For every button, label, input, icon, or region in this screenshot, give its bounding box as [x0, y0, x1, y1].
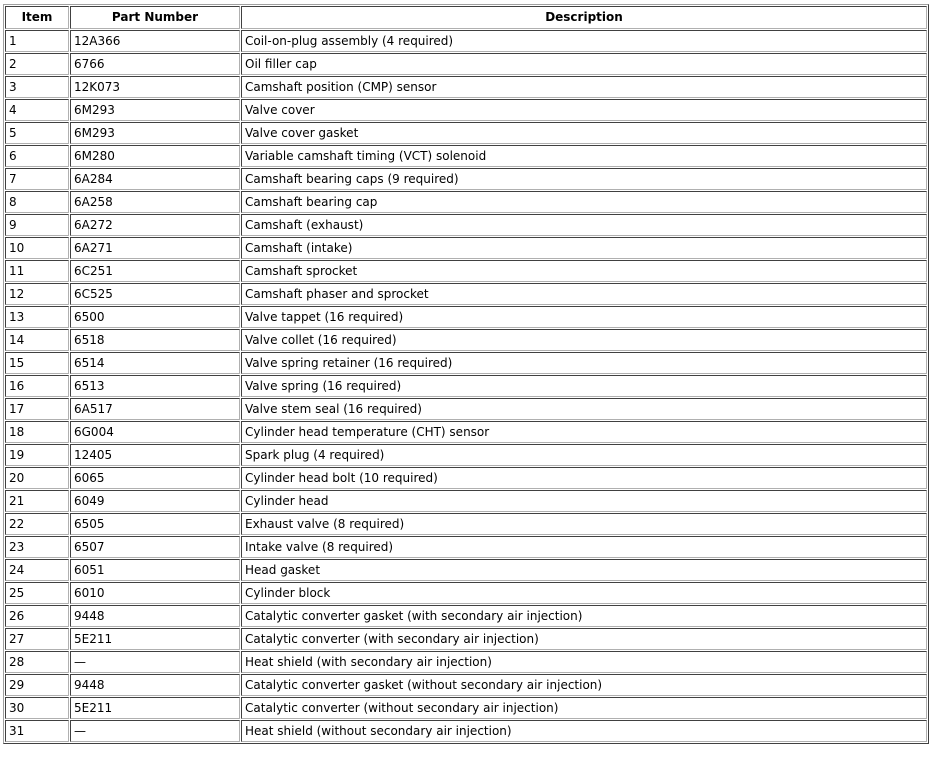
item-cell: 19 — [5, 444, 69, 466]
table-row — [5, 283, 927, 305]
table-row — [5, 467, 927, 489]
table-row — [5, 720, 927, 742]
description-cell: Catalytic converter (without secondary air injection) — [241, 697, 927, 719]
description-cell: Spark plug (4 required) — [241, 444, 927, 466]
item-cell: 10 — [5, 237, 69, 259]
part-number-cell: 6A258 — [70, 191, 240, 213]
item-cell: 18 — [5, 421, 69, 443]
description-cell: Cylinder head — [241, 490, 927, 512]
table-row — [5, 145, 927, 167]
part-number-cell: 6051 — [70, 559, 240, 581]
description-cell: Intake valve (8 required) — [241, 536, 927, 558]
description-cell: Camshaft bearing cap — [241, 191, 927, 213]
part-number-cell: 6500 — [70, 306, 240, 328]
header-item: Item — [5, 6, 69, 29]
part-number-cell: 6M280 — [70, 145, 240, 167]
item-cell: 31 — [5, 720, 69, 742]
description-cell: Valve stem seal (16 required) — [241, 398, 927, 420]
description-cell: Valve collet (16 required) — [241, 329, 927, 351]
description-cell: Heat shield (with secondary air injection) — [241, 651, 927, 673]
item-cell: 14 — [5, 329, 69, 351]
table-row — [5, 375, 927, 397]
part-number-cell: 5E211 — [70, 697, 240, 719]
description-cell: Exhaust valve (8 required) — [241, 513, 927, 535]
description-cell: Cylinder head bolt (10 required) — [241, 467, 927, 489]
table-row — [5, 674, 927, 696]
part-number-cell: 6A284 — [70, 168, 240, 190]
table-row — [5, 352, 927, 374]
part-number-cell: 12A366 — [70, 30, 240, 52]
description-cell: Valve cover — [241, 99, 927, 121]
description-cell: Camshaft sprocket — [241, 260, 927, 282]
item-cell: 22 — [5, 513, 69, 535]
part-number-cell: 6518 — [70, 329, 240, 351]
description-cell: Cylinder head temperature (CHT) sensor — [241, 421, 927, 443]
item-cell: 4 — [5, 99, 69, 121]
part-number-cell: 6G004 — [70, 421, 240, 443]
description-cell: Oil filler cap — [241, 53, 927, 75]
description-cell: Catalytic converter (with secondary air injection) — [241, 628, 927, 650]
item-cell: 30 — [5, 697, 69, 719]
table-row — [5, 306, 927, 328]
part-number-cell: — — [70, 651, 240, 673]
part-number-cell: 6A272 — [70, 214, 240, 236]
description-cell: Camshaft (intake) — [241, 237, 927, 259]
item-cell: 16 — [5, 375, 69, 397]
description-cell: Valve cover gasket — [241, 122, 927, 144]
description-cell: Catalytic converter gasket (with secondary air injection) — [241, 605, 927, 627]
part-number-cell: 6505 — [70, 513, 240, 535]
item-cell: 5 — [5, 122, 69, 144]
item-cell: 15 — [5, 352, 69, 374]
description-cell: Head gasket — [241, 559, 927, 581]
table-row — [5, 628, 927, 650]
item-cell: 29 — [5, 674, 69, 696]
part-number-cell: 6514 — [70, 352, 240, 374]
part-number-cell: 6513 — [70, 375, 240, 397]
table-row — [5, 490, 927, 512]
item-cell: 2 — [5, 53, 69, 75]
table-row — [5, 237, 927, 259]
item-cell: 17 — [5, 398, 69, 420]
table-row — [5, 444, 927, 466]
part-number-cell: — — [70, 720, 240, 742]
item-cell: 11 — [5, 260, 69, 282]
description-cell: Camshaft position (CMP) sensor — [241, 76, 927, 98]
header-row — [5, 6, 927, 29]
item-cell: 9 — [5, 214, 69, 236]
table-row — [5, 168, 927, 190]
part-number-cell: 12K073 — [70, 76, 240, 98]
table-row — [5, 536, 927, 558]
item-cell: 28 — [5, 651, 69, 673]
description-cell: Catalytic converter gasket (without secondary air injection) — [241, 674, 927, 696]
description-cell: Heat shield (without secondary air injection) — [241, 720, 927, 742]
part-number-cell: 6766 — [70, 53, 240, 75]
header-part-number: Part Number — [70, 6, 240, 29]
table-row — [5, 605, 927, 627]
item-cell: 3 — [5, 76, 69, 98]
part-number-cell: 6049 — [70, 490, 240, 512]
item-cell: 21 — [5, 490, 69, 512]
description-cell: Variable camshaft timing (VCT) solenoid — [241, 145, 927, 167]
table-row — [5, 651, 927, 673]
table-row — [5, 398, 927, 420]
part-number-cell: 6A517 — [70, 398, 240, 420]
header-description: Description — [241, 6, 927, 29]
table-row — [5, 30, 927, 52]
part-number-cell: 6507 — [70, 536, 240, 558]
part-number-cell: 5E211 — [70, 628, 240, 650]
part-number-cell: 6M293 — [70, 122, 240, 144]
table-row — [5, 329, 927, 351]
part-number-cell: 6C251 — [70, 260, 240, 282]
part-number-cell: 9448 — [70, 674, 240, 696]
description-cell: Camshaft (exhaust) — [241, 214, 927, 236]
table-row — [5, 421, 927, 443]
item-cell: 25 — [5, 582, 69, 604]
item-cell: 27 — [5, 628, 69, 650]
table-row — [5, 582, 927, 604]
description-cell: Coil-on-plug assembly (4 required) — [241, 30, 927, 52]
description-cell: Cylinder block — [241, 582, 927, 604]
part-number-cell: 9448 — [70, 605, 240, 627]
part-number-cell: 6A271 — [70, 237, 240, 259]
item-cell: 26 — [5, 605, 69, 627]
description-cell: Valve tappet (16 required) — [241, 306, 927, 328]
description-cell: Valve spring (16 required) — [241, 375, 927, 397]
table-row — [5, 76, 927, 98]
table-row — [5, 214, 927, 236]
item-cell: 1 — [5, 30, 69, 52]
table-row — [5, 260, 927, 282]
parts-table — [3, 4, 929, 744]
item-cell: 13 — [5, 306, 69, 328]
item-cell: 12 — [5, 283, 69, 305]
table-row — [5, 559, 927, 581]
part-number-cell: 12405 — [70, 444, 240, 466]
table-row — [5, 122, 927, 144]
item-cell: 7 — [5, 168, 69, 190]
table-row — [5, 53, 927, 75]
part-number-cell: 6C525 — [70, 283, 240, 305]
item-cell: 8 — [5, 191, 69, 213]
description-cell: Camshaft phaser and sprocket — [241, 283, 927, 305]
description-cell: Camshaft bearing caps (9 required) — [241, 168, 927, 190]
table-header — [5, 6, 927, 29]
item-cell: 24 — [5, 559, 69, 581]
description-cell: Valve spring retainer (16 required) — [241, 352, 927, 374]
table-row — [5, 697, 927, 719]
item-cell: 20 — [5, 467, 69, 489]
part-number-cell: 6M293 — [70, 99, 240, 121]
item-cell: 23 — [5, 536, 69, 558]
part-number-cell: 6010 — [70, 582, 240, 604]
item-cell: 6 — [5, 145, 69, 167]
part-number-cell: 6065 — [70, 467, 240, 489]
table-row — [5, 513, 927, 535]
table-body — [5, 30, 927, 742]
table-row — [5, 99, 927, 121]
table-row — [5, 191, 927, 213]
